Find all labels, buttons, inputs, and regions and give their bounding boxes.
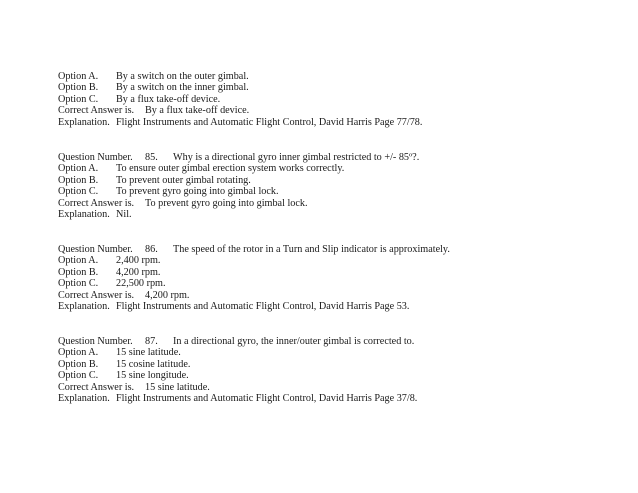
correct-answer-label: Correct Answer is. — [58, 381, 135, 393]
option-b — [58, 175, 618, 186]
explanation-text: Flight Instruments and Automatic Flight Control, David Harris Page 37/8. — [116, 392, 418, 404]
option-label: Option C. — [58, 186, 99, 198]
question-number: 85. — [145, 152, 158, 163]
option-label: Option B. — [58, 174, 99, 186]
option-text: 15 sine longitude. — [116, 370, 189, 382]
option-label: Option C. — [58, 370, 99, 382]
option-label: Option B. — [58, 266, 99, 278]
option-a — [58, 163, 618, 174]
option-text: By a switch on the inner gimbal. — [116, 82, 249, 94]
explanation-text: Nil. — [116, 208, 132, 220]
correct-answer — [58, 382, 618, 393]
correct-answer-text: To prevent gyro going into gimbal lock. — [145, 197, 308, 209]
option-text: By a flux take-off device. — [116, 93, 221, 105]
option-text: 15 sine latitude. — [116, 347, 181, 359]
question-label: Question Number. — [58, 244, 133, 255]
explanation-label: Explanation. — [58, 116, 110, 128]
option-text: 22,500 rpm. — [116, 278, 166, 290]
option-text: 2,400 rpm. — [116, 255, 161, 267]
option-b — [58, 359, 618, 370]
explanation-label: Explanation. — [58, 208, 110, 220]
option-label: Option A. — [58, 255, 99, 267]
option-label: Option A. — [58, 347, 99, 359]
question-number: 87. — [145, 336, 158, 347]
explanation — [58, 301, 618, 312]
question-line — [58, 244, 618, 255]
option-c — [58, 186, 618, 197]
option-c — [58, 278, 618, 289]
option-c — [58, 370, 618, 381]
option-a — [58, 71, 618, 82]
option-label: Option A. — [58, 163, 99, 175]
option-label: Option C. — [58, 93, 99, 105]
option-text: 15 cosine latitude. — [116, 358, 191, 370]
question-number: 86. — [145, 244, 158, 255]
correct-answer — [58, 105, 618, 116]
explanation — [58, 209, 618, 220]
correct-answer-label: Correct Answer is. — [58, 197, 135, 209]
question-block-87 — [58, 336, 618, 404]
option-label: Option B. — [58, 358, 99, 370]
option-text: 4,200 rpm. — [116, 266, 161, 278]
question-text: In a directional gyro, the inner/outer gimbal is corrected to. — [173, 336, 415, 347]
explanation-text: Flight Instruments and Automatic Flight Control, David Harris Page 53. — [116, 300, 410, 312]
question-label: Question Number. — [58, 336, 133, 347]
explanation-text: Flight Instruments and Automatic Flight Control, David Harris Page 77/78. — [116, 116, 423, 128]
correct-answer-text: By a flux take-off device. — [145, 105, 250, 117]
correct-answer-text: 15 sine latitude. — [145, 381, 210, 393]
correct-answer — [58, 198, 618, 209]
option-label: Option C. — [58, 278, 99, 290]
correct-answer-label: Correct Answer is. — [58, 105, 135, 117]
explanation — [58, 393, 618, 404]
question-text: Why is a directional gyro inner gimbal restricted to +/- 85º?. — [173, 152, 420, 163]
option-b — [58, 82, 618, 93]
correct-answer — [58, 290, 618, 301]
question-line — [58, 152, 618, 163]
option-a — [58, 255, 618, 266]
question-label: Question Number. — [58, 152, 133, 163]
option-text: To prevent outer gimbal rotating. — [116, 174, 251, 186]
correct-answer-label: Correct Answer is. — [58, 289, 135, 301]
explanation — [58, 117, 618, 128]
explanation-label: Explanation. — [58, 300, 110, 312]
option-text: To prevent gyro going into gimbal lock. — [116, 186, 279, 198]
explanation-label: Explanation. — [58, 392, 110, 404]
question-line — [58, 336, 618, 347]
option-label: Option A. — [58, 71, 99, 82]
correct-answer-text: 4,200 rpm. — [145, 289, 190, 301]
option-label: Option B. — [58, 82, 99, 94]
question-block-85 — [58, 152, 618, 220]
question-text: The speed of the rotor in a Turn and Slip indicator is approximately. — [173, 244, 450, 255]
question-block-84 — [58, 71, 618, 128]
option-text: To ensure outer gimbal erection system works correctly. — [116, 163, 345, 175]
option-a — [58, 347, 618, 358]
option-c — [58, 94, 618, 105]
option-b — [58, 267, 618, 278]
question-block-86 — [58, 244, 618, 312]
option-text: By a switch on the outer gimbal. — [116, 71, 249, 82]
